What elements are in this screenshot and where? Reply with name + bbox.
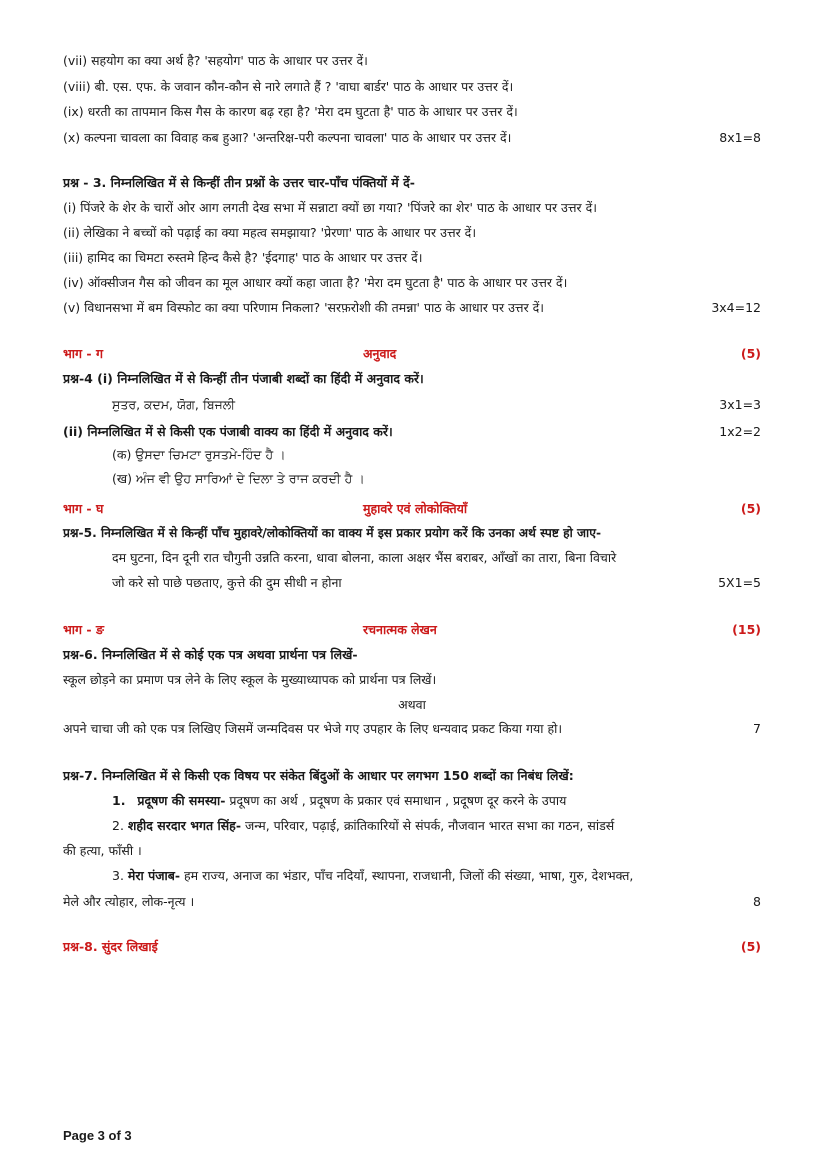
- q4-words-text: ਸੁਤਰ, ਕਦਮ, ਯੋਗ, ਬਿਜਲੀ: [112, 397, 236, 412]
- q7-topic-1-body: प्रदूषण का अर्थ , प्रदूषण के प्रकार एवं समाधान , प्रदूषण दूर करने के उपाय: [225, 793, 567, 808]
- section-g-title: अनुवाद: [363, 346, 397, 361]
- page-footer: Page 3 of 3: [63, 1128, 132, 1143]
- q7-topic-3-body: हम राज्य, अनाज का भंडार, पाँच नदियाँ, स्थापना, राजधानी, जिलों की संख्या, भाषा, गुरु, देशभक्त,: [180, 868, 634, 883]
- q4-marks-ii: 1x2=2: [719, 424, 761, 439]
- q4-sentence-b: (ख) ਅੰਜ ਵੀ ਉਹ ਸਾਰਿਆਂ ਦੇ ਦਿਲਾ ਤੇ ਰਾਜ ਕਰਦੀ ਹੈ ।: [112, 471, 365, 486]
- q2-item-vii: (vii) सहयोग का क्या अर्थ है? 'सहयोग' पाठ के आधार पर उत्तर दें।: [63, 53, 368, 68]
- q7-topic-1-title: प्रदूषण की समस्या-: [137, 793, 226, 808]
- section-gh-header: [63, 500, 761, 518]
- q2-item-ix: (ix) धरती का तापमान किस गैस के कारण बढ़ रहा है? 'मेरा दम घुटता है' पाठ के आधार पर उत्तर दें।: [63, 104, 518, 119]
- q6-marks: 7: [753, 721, 761, 736]
- q4-heading-i: प्रश्न-4 (i) निम्नलिखित में से किन्हीं तीन पंजाबी शब्दों का हिंदी में अनुवाद करें।: [63, 371, 424, 386]
- q7-topic-1: [112, 792, 761, 810]
- q5-heading: प्रश्न-5. निम्नलिखित में से किन्हीं पाँच मुहावरे/लोकोक्तियों का वाक्य में इस प्रकार प्रयोग करें कि उनका अर्थ स्पष्ट हो जाए-: [63, 526, 602, 540]
- q7-topic-3-cont-row: [63, 893, 761, 911]
- q6-heading: प्रश्न-6. निम्नलिखित में से कोई एक पत्र अथवा प्रार्थना पत्र लिखें-: [63, 647, 358, 662]
- q3-marks: 3x4=12: [711, 300, 761, 315]
- q4-words: [112, 396, 761, 414]
- q7-topic-2-num: 2.: [112, 818, 124, 833]
- q4-heading-ii-row: [63, 423, 761, 441]
- q4-heading-ii: (ii) निम्नलिखित में से किसी एक पंजाबी वाक्य का हिंदी में अनुवाद करें।: [63, 424, 393, 439]
- q6-option-2-row: [63, 720, 761, 738]
- section-g-label: भाग - ग: [63, 346, 103, 361]
- q6-option-1: स्कूल छोड़ने का प्रमाण पत्र लेने के लिए स्कूल के मुख्याध्यापक को प्रार्थना पत्र लिखें।: [63, 672, 437, 687]
- q7-topic-3: [112, 867, 761, 885]
- q7-topic-2-body: जन्म, परिवार, पढ़ाई, क्रांतिकारियों से संपर्क, नौजवान भारत सभा का गठन, सांडर्स: [241, 818, 615, 833]
- q5-line-2-text: जो करे सो पाछे पछताए, कुत्ते की दुम सीधी न होना: [112, 575, 342, 590]
- q3-item-iv: (iv) ऑक्सीजन गैस को जीवन का मूल आधार क्यों कहा जाता है? 'मेरा दम घुटता है' पाठ के आधार पर उत्तर दें।: [63, 275, 568, 290]
- section-gh-title: मुहावरे एवं लोकोक्तियाँ: [363, 501, 468, 516]
- section-n-title: रचनात्मक लेखन: [363, 622, 437, 637]
- q7-heading: प्रश्न-7. निम्नलिखित में से किसी एक विषय पर संकेत बिंदुओं के आधार पर लगभग 150 शब्दों का निबंध लिखें:: [63, 768, 574, 783]
- q2-marks: 8x1=8: [719, 130, 761, 145]
- q7-marks: 8: [753, 894, 761, 909]
- q3-item-i: (i) पिंजरे के शेर के चारों ओर आग लगती देख सभा में सन्नाटा क्यों छा गया? 'पिंजरे का शेर' पाठ के आधार पर उत्तर दें।: [63, 200, 597, 215]
- q3-item-v-text: (v) विधानसभा में बम विस्फोट का क्या परिणाम निकला? 'सरफ़रोशी की तमन्ना' पाठ के आधार पर उत्तर दें।: [63, 300, 545, 315]
- q2-item-x-text: (x) कल्पना चावला का विवाह कब हुआ? 'अन्तरिक्ष-परी कल्पना चावला' पाठ के आधार पर उत्तर दें।: [63, 130, 512, 145]
- q4-sentence-a: (क) ਉਸਦਾ ਚਿਮਟਾ ਰੁਸਤਮੇ-ਹਿੰਦ ਹੈ ।: [112, 447, 286, 462]
- q7-topic-2: [112, 817, 761, 835]
- section-n-label: भाग - ङ: [63, 622, 104, 637]
- q7-topic-2-cont: की हत्या, फाँसी ।: [63, 843, 142, 858]
- q7-topic-1-num: 1.: [112, 793, 126, 808]
- q6-or: अथवा: [398, 697, 426, 712]
- q3-item-ii: (ii) लेखिका ने बच्चों को पढ़ाई का क्या महत्व समझाया? 'प्रेरणा' पाठ के आधार पर उत्तर दें।: [63, 225, 477, 240]
- q5-line-2: [112, 574, 761, 592]
- q8-heading: प्रश्न-8. सुंदर लिखाई: [63, 939, 158, 954]
- section-g-marks: (5): [740, 346, 761, 361]
- section-n-header: [63, 621, 761, 639]
- q8-row: [63, 938, 761, 956]
- q4-marks-i: 3x1=3: [719, 397, 761, 412]
- section-gh-marks: (5): [740, 501, 761, 516]
- q3-item-iii: (iii) हामिद का चिमटा रुस्तमे हिन्द कैसे है? 'ईदगाह' पाठ के आधार पर उत्तर दें।: [63, 250, 423, 265]
- q3-item-v: [63, 299, 761, 317]
- section-gh-label: भाग - घ: [63, 501, 104, 516]
- q5-line-1: दम घुटना, दिन दूनी रात चौगुनी उन्नति करना, धावा बोलना, काला अक्षर भैंस बराबर, आँखों का तारा, बिना विचारे: [112, 550, 617, 565]
- q7-topic-3-cont: मेले और त्योहार, लोक-नृत्य ।: [63, 894, 195, 909]
- q7-topic-3-num: 3.: [112, 868, 124, 883]
- q2-item-x: [63, 129, 761, 147]
- section-n-marks: (15): [732, 622, 761, 637]
- q5-marks: 5X1=5: [718, 575, 761, 590]
- q3-heading: प्रश्न - 3. निम्नलिखित में से किन्हीं तीन प्रश्नों के उत्तर चार-पाँच पंक्तियों में दें-: [63, 175, 415, 190]
- q8-marks: (5): [740, 939, 761, 954]
- q6-option-2: अपने चाचा जी को एक पत्र लिखिए जिसमें जन्मदिवस पर भेजे गए उपहार के लिए धन्यवाद प्रकट किया गया हो।: [63, 721, 563, 736]
- q7-topic-3-title: मेरा पंजाब-: [127, 868, 181, 883]
- q2-item-viii: (viii) बी. एस. एफ. के जवान कौन-कौन से नारे लगाते हैं ? 'वाघा बार्डर' पाठ के आधार पर उत्तर दें।: [63, 79, 514, 94]
- q7-topic-2-title: शहीद सरदार भगत सिंह-: [127, 818, 242, 833]
- section-g-header: [63, 345, 761, 363]
